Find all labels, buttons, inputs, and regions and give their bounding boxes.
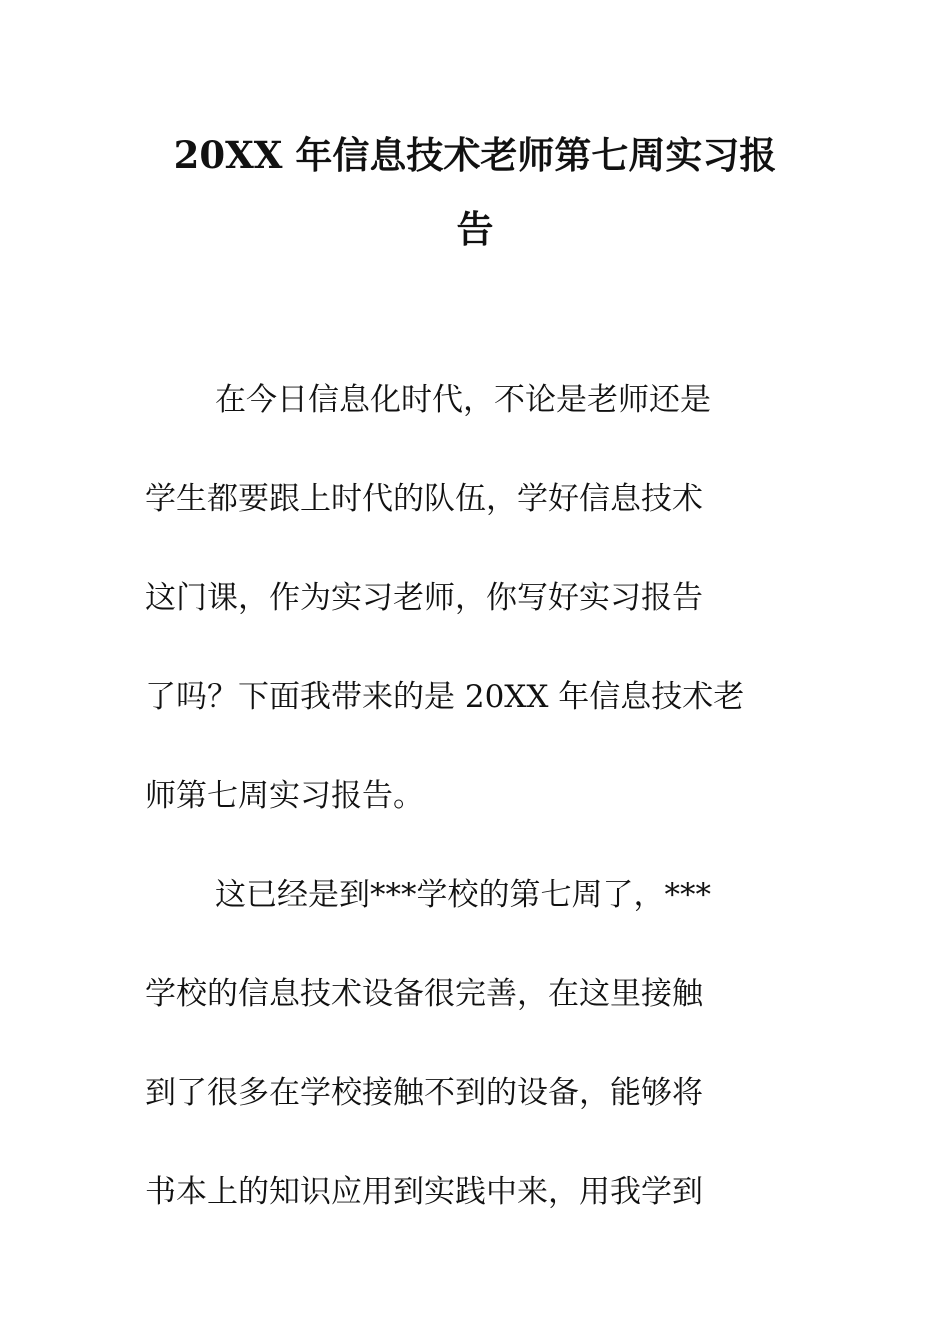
document-title xyxy=(140,118,810,266)
text-line: 这门课，作为实习老师，你写好实习报告 xyxy=(145,580,703,616)
paragraph-intro xyxy=(145,367,805,862)
text-line: 学生都要跟上时代的队伍，学好信息技术 xyxy=(145,481,703,517)
text-line: 在今日信息化时代，不论是老师还是 xyxy=(215,382,711,418)
title-line: 告 xyxy=(456,207,494,251)
text-line: 书本上的知识应用到实践中来，用我学到 xyxy=(145,1174,703,1210)
text-line: 师第七周实习报告。 xyxy=(145,778,424,814)
paragraph-week-seven xyxy=(145,862,805,1258)
text-line: 学校的信息技术设备很完善，在这里接触 xyxy=(145,976,703,1012)
document-body xyxy=(145,367,805,1258)
text-line: 了吗？下面我带来的是 20XX 年信息技术老 xyxy=(145,679,745,715)
title-line: 20XX 年信息技术老师第七周实习报 xyxy=(173,133,777,177)
text-line: 到了很多在学校接触不到的设备，能够将 xyxy=(145,1075,703,1111)
text-line: 这已经是到***学校的第七周了，*** xyxy=(215,877,711,913)
